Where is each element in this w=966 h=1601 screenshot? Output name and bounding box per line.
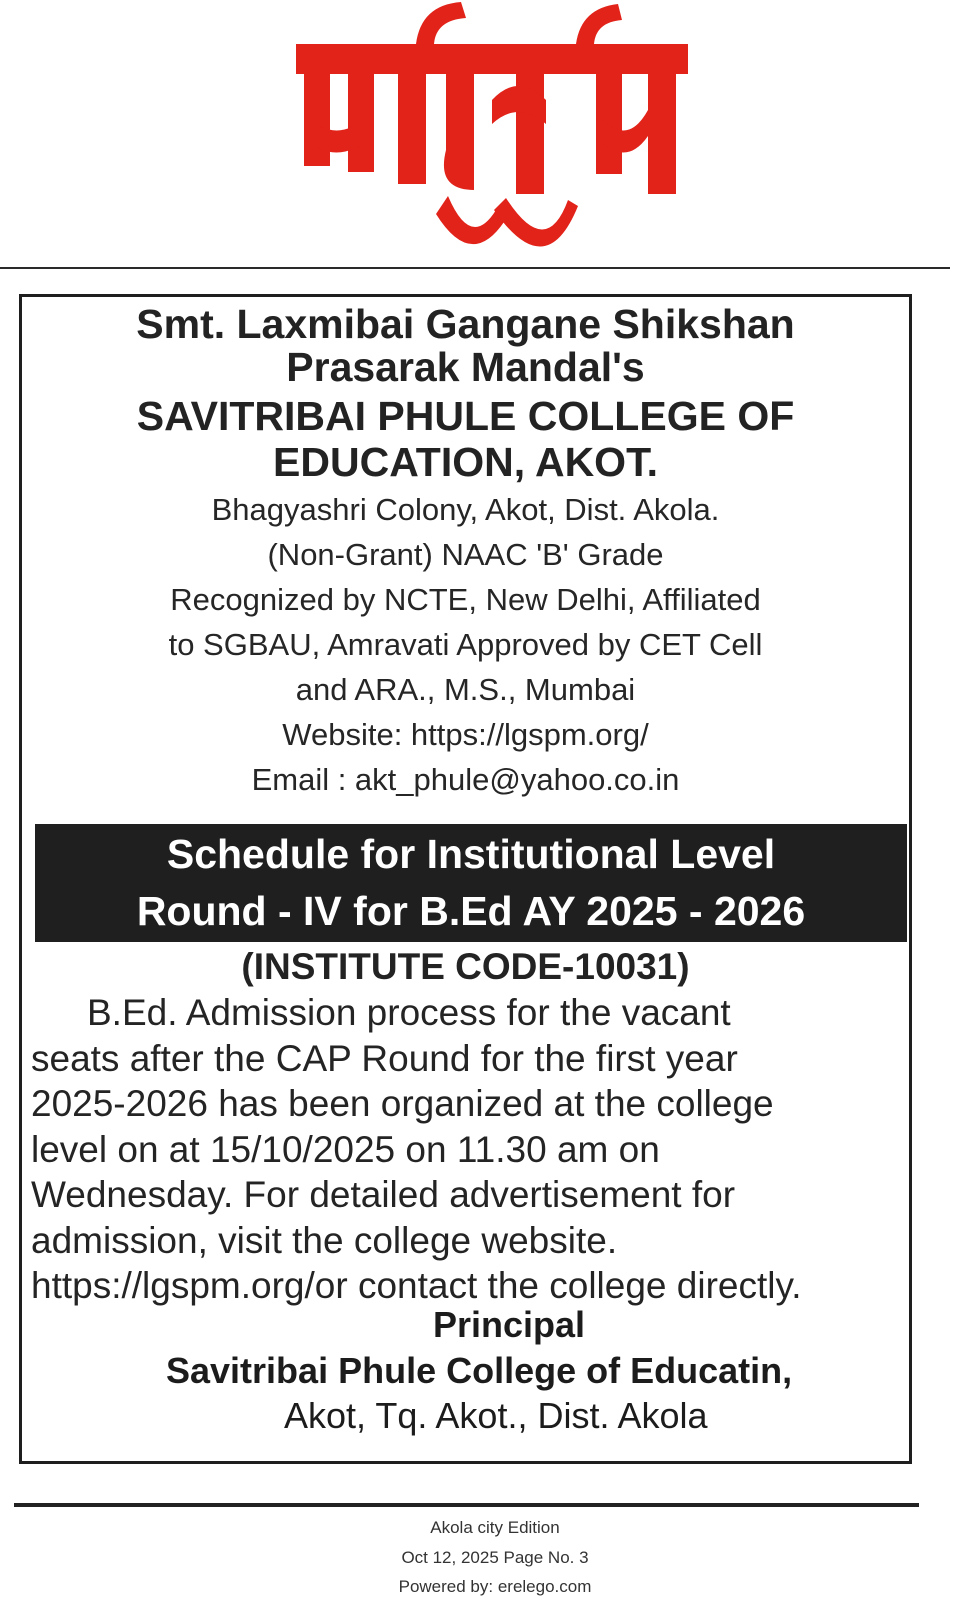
body-line: Wednesday. For detailed advertisement for <box>31 1174 736 1215</box>
org-name-line-1: Smt. Laxmibai Gangane Shikshan <box>136 301 795 347</box>
email-line: Email : akt_phule@yahoo.co.in <box>251 762 680 797</box>
body-line: 2025-2026 has been organized at the college <box>31 1083 774 1124</box>
edition-label: Akola city Edition <box>430 1518 560 1537</box>
recognition-line-2: to SGBAU, Amravati Approved by CET Cell <box>168 627 763 662</box>
website-line: Website: https://lgspm.org/ <box>282 717 649 752</box>
banner-line-1: Schedule for Institutional Level <box>166 831 776 877</box>
footer-divider <box>14 1503 919 1507</box>
signatory-place: Akot, Tq. Akot., Dist. Akola <box>284 1395 708 1436</box>
recognition-line-3: and ARA., M.S., Mumbai <box>295 672 636 707</box>
institute-code: (INSTITUTE CODE-10031) <box>241 946 690 987</box>
advertisement-box <box>19 294 912 1464</box>
body-line: admission, visit the college website. <box>31 1219 618 1261</box>
schedule-banner <box>35 824 907 942</box>
signatory-college: Savitribai Phule College of Educatin, <box>166 1350 793 1391</box>
date-page-label: Oct 12, 2025 Page No. 3 <box>401 1548 589 1567</box>
newspaper-logo <box>296 0 696 258</box>
signatory-title: Principal <box>433 1304 586 1345</box>
body-line: B.Ed. Admission process for the vacant <box>87 992 731 1033</box>
address-line: Bhagyashri Colony, Akot, Dist. Akola. <box>211 492 720 527</box>
org-name-line-2: Prasarak Mandal's <box>286 344 645 390</box>
recognition-line-1: Recognized by NCTE, New Delhi, Affiliated <box>170 582 761 617</box>
powered-by-label: Powered by: erelego.com <box>398 1577 592 1596</box>
college-name-line-2: EDUCATION, AKOT. <box>273 439 658 485</box>
college-name-line-1: SAVITRIBAI PHULE COLLEGE OF <box>136 393 795 439</box>
admission-notice-body <box>31 990 911 1309</box>
body-line: level on at 15/10/2025 on 11.30 am on <box>31 1128 660 1170</box>
masthead-divider <box>0 267 950 269</box>
banner-line-2: Round - IV for B.Ed AY 2025 - 2026 <box>136 888 806 934</box>
masthead <box>0 0 966 262</box>
body-line: https://lgspm.org/or contact the college directly. <box>31 1265 802 1306</box>
body-line: seats after the CAP Round for the first year <box>31 1037 738 1079</box>
grade-line: (Non-Grant) NAAC 'B' Grade <box>267 537 664 572</box>
